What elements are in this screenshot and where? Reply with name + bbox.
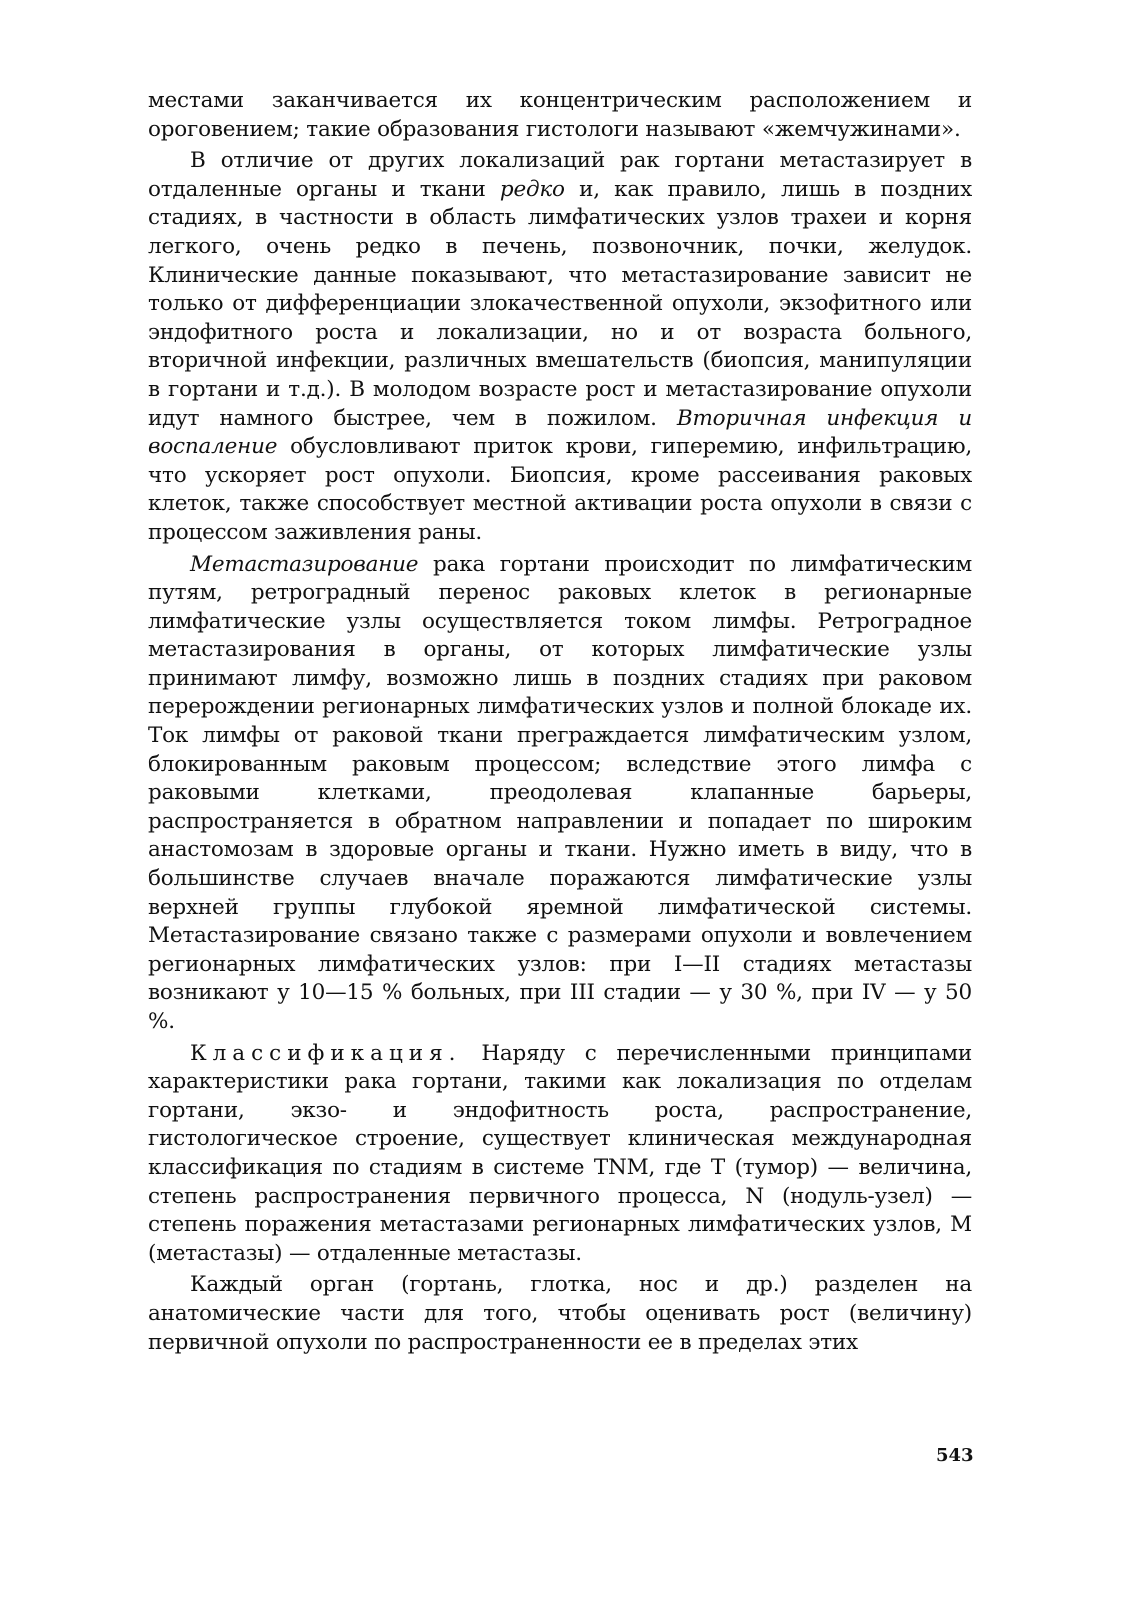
paragraph-3 <box>148 551 972 1037</box>
text-segment: Наряду с перечисленными принципами характеристики рака гортани, такими как локализация по отделам гортани, экзо- и эндофитность роста, распространение, гистологическое строение, существует клиническая международная классификация по стадиям в системе TNM, где T (тумор) — величина, степень распространения первичного процесса, N (нодуль-узел) — степень поражения метастазами регионарных лимфатических узлов, M (метастазы) — отдаленные метастазы. <box>148 1040 972 1266</box>
paragraph-4 <box>148 1040 972 1269</box>
section-heading-spaced: Классификация. <box>190 1040 462 1066</box>
text-segment: В отличие от других локализаций рак гортани метастазирует в отдаленные органы и ткани <box>148 148 972 202</box>
page-body <box>148 87 972 1360</box>
paragraph-2 <box>148 147 972 547</box>
paragraph-5 <box>148 1271 972 1357</box>
italic-term: Вторичная инфекция и воспаление <box>148 405 972 460</box>
text-segment: обусловливают приток крови, гиперемию, инфильтрацию, что ускоряет рост опухоли. Биопсия, кроме рассеивания раковых клеток, также способствует местной активации роста опухоли в связи с процессом заживления раны. <box>148 434 972 545</box>
text-segment: Каждый орган (гортань, глотка, нос и др.) разделен на анатомические части для того, чтобы оценивать рост (величину) первичной опухоли по распространенности ее в пределах этих <box>148 1272 972 1355</box>
page-number: 543 <box>936 1445 974 1466</box>
text-segment: и, как правило, лишь в поздних стадиях, в частности в область лимфатических узлов трахеи и корня легкого, очень редко в печень, позвоночник, почки, желудок. Клинические данные показывают, что метастазирование зависит не только от дифференциации злокачественной опухоли, экзофитного или эндофитного роста и локализации, но и от возраста больного, вторичной инфекции, различных вмешательств (биопсия, манипуляции в гортани и т.д.). В молодом возрасте рост и метастазирование опухоли идут намного быстрее, чем в пожилом. <box>148 176 972 431</box>
italic-term: редко <box>499 176 565 202</box>
italic-term: Метастазирование <box>190 551 419 577</box>
paragraph-1 <box>148 87 972 144</box>
text-segment: местами заканчивается их концентрическим расположением и ороговением; такие образования гистологи называют «жемчужинами». <box>148 88 972 142</box>
text-segment: рака гортани происходит по лимфатическим путям, ретроградный перенос раковых клеток в регионарные лимфатические узлы осуществляется током лимфы. Ретроградное метастазирования в органы, от которых лимфатические узлы принимают лимфу, возможно лишь в поздних стадиях при раковом перерождении регионарных лимфатических узлов и полной блокаде их. Ток лимфы от раковой ткани преграждается лимфатическим узлом, блокированным раковым процессом; вследствие этого лимфа с раковыми клетками, преодолевая клапанные барьеры, распространяется в обратном направлении и попадает по широким анастомозам в здоровые органы и ткани. Нужно иметь в виду, что в большинстве случаев вначале поражаются лимфатические узлы верхней группы глубокой яремной лимфатической системы. Метастазирование связано также с размерами опухоли и вовлечением регионарных лимфатических узлов: при I—II стадиях метастазы возникают у 10—15 % больных, при III стадии — у 30 %, при IV — у 50 %. <box>148 551 972 1034</box>
